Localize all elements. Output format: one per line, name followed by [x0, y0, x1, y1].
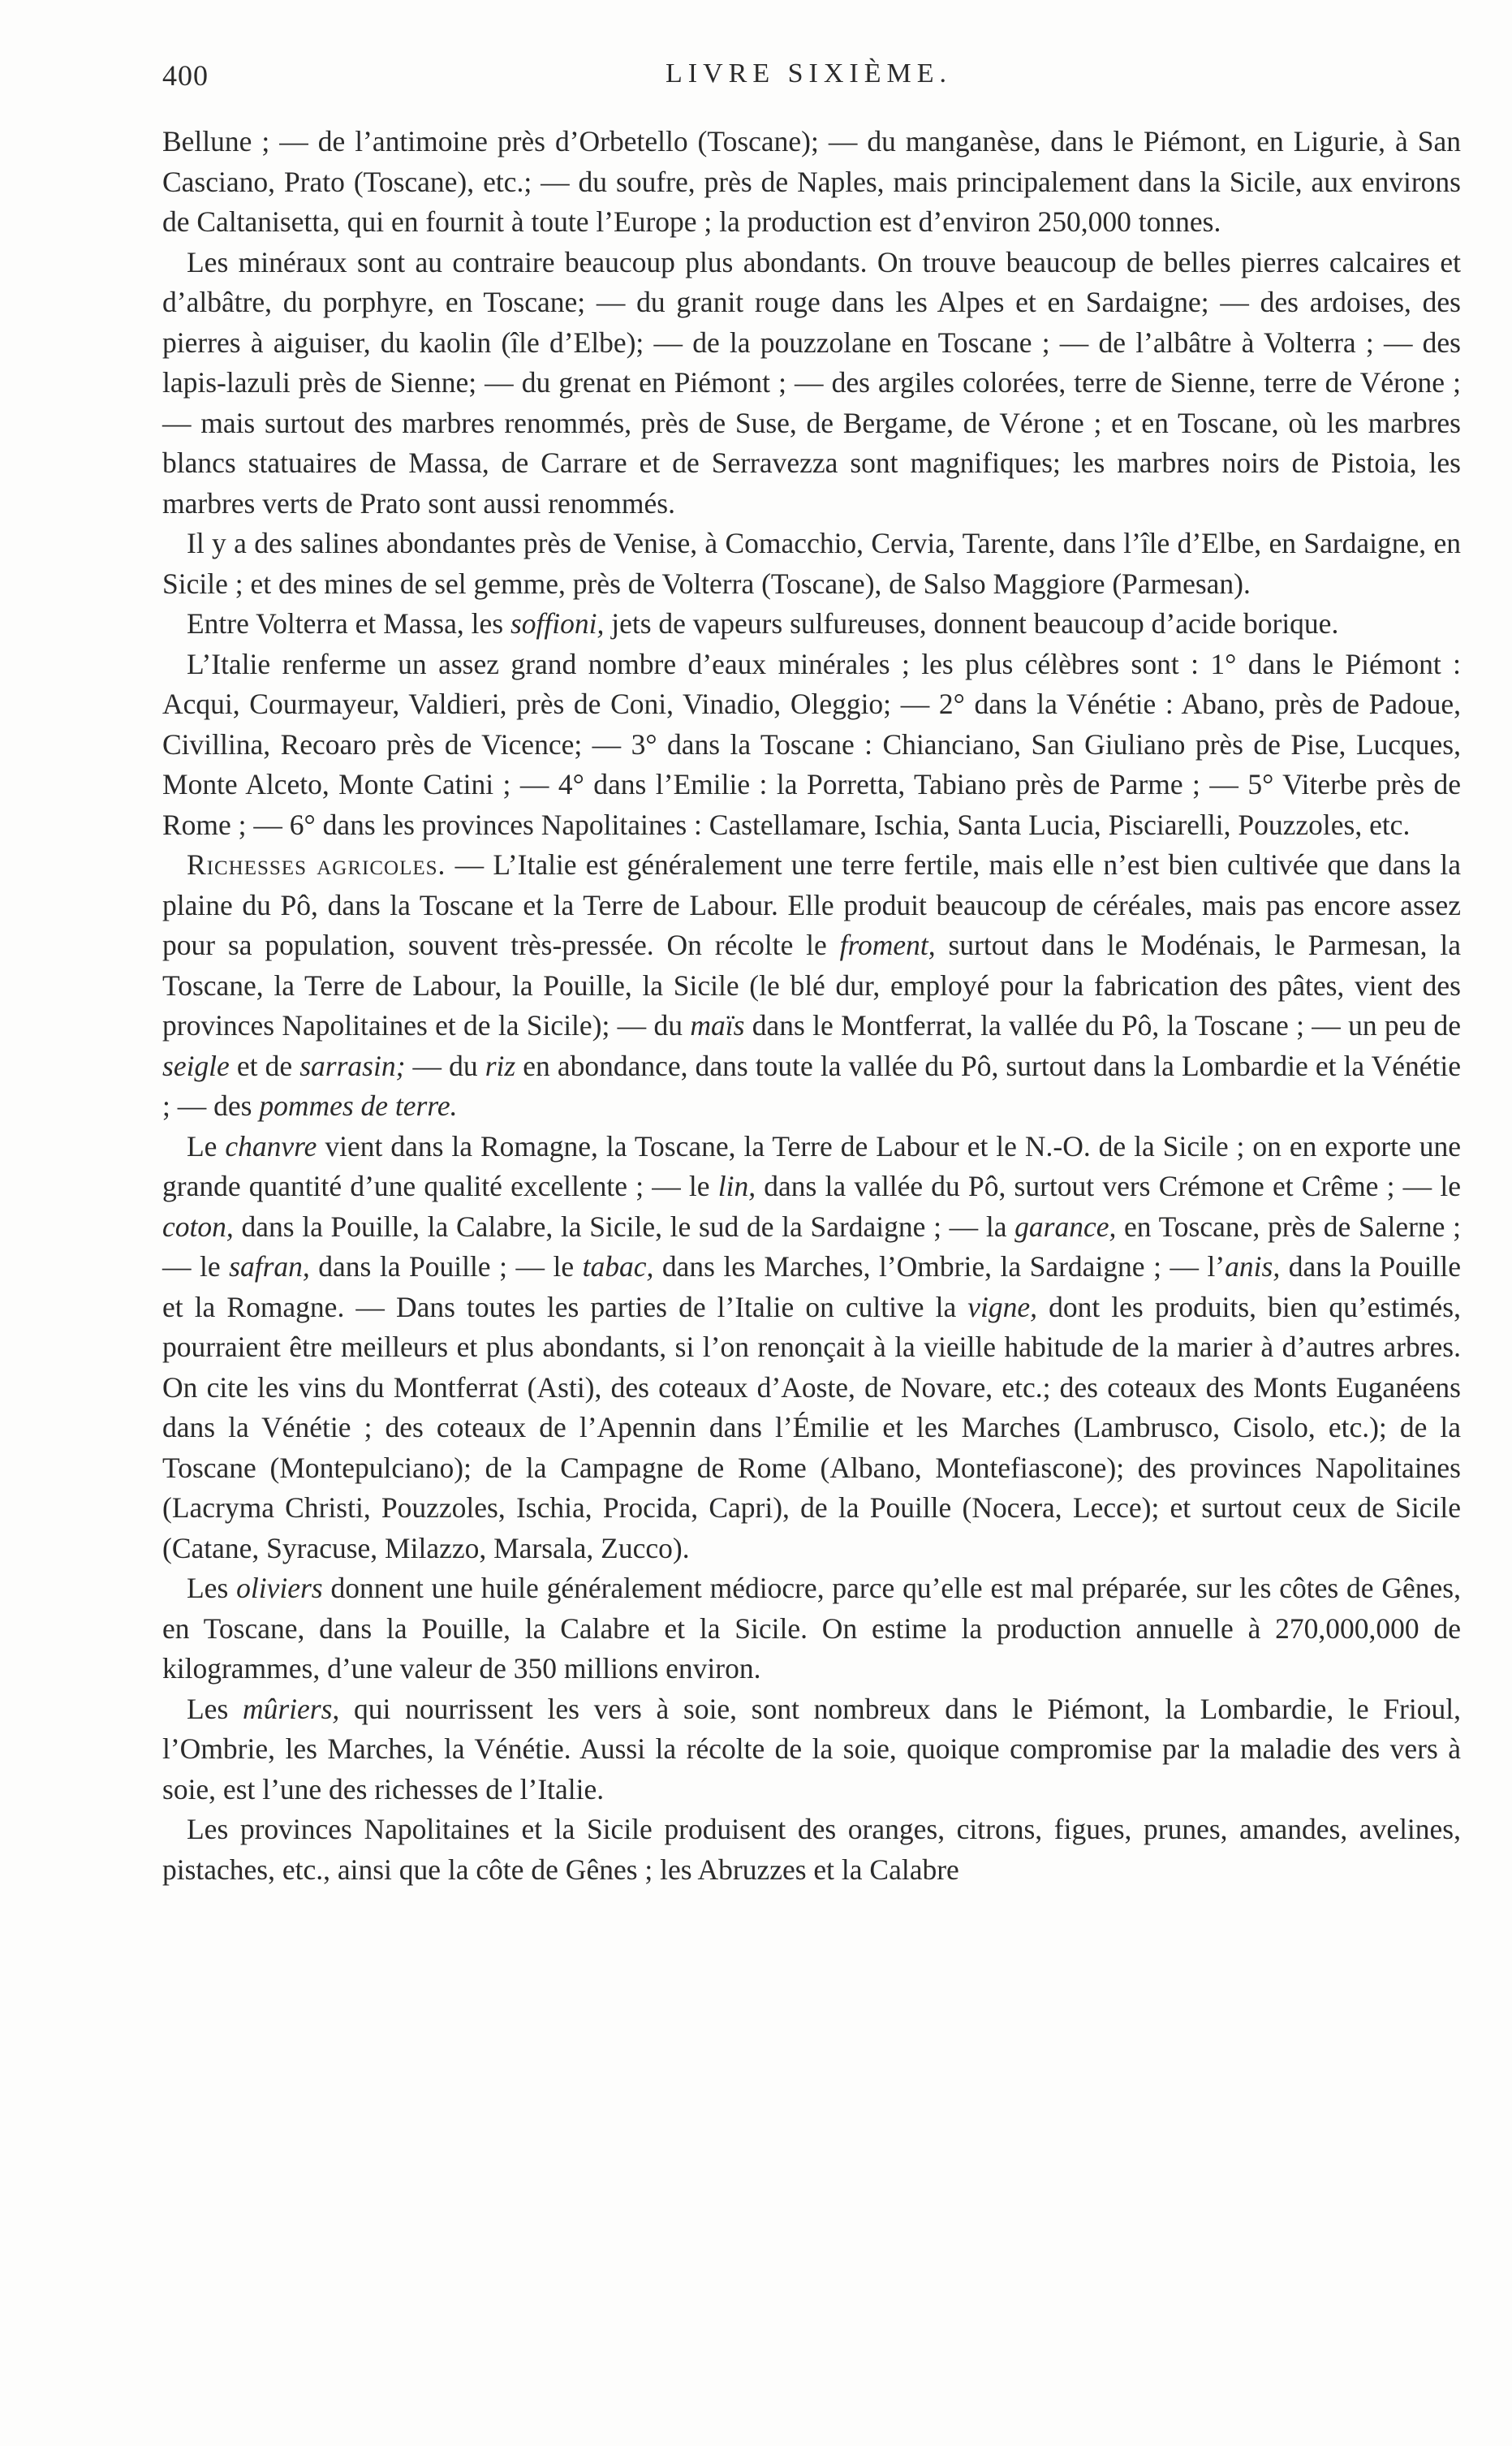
text-segment: Les [187, 1692, 243, 1725]
text-segment: froment, [839, 929, 936, 961]
paragraph-p8 [162, 1568, 1461, 1689]
text-segment: qui nourrissent les vers à soie, sont nombreux dans le Piémont, la Lombardie, le Frioul, l’Ombrie, les Marches, la Vénétie. Aussi la récolte de la soie, quoique compromise par la maladie des vers à soie, est l’une des richesses de l’Italie. [162, 1692, 1461, 1805]
paragraph-p2 [162, 243, 1461, 524]
text-segment: vigne, [967, 1290, 1038, 1323]
text-segment: tabac, [582, 1250, 654, 1283]
text-segment: dans la Pouille, la Calabre, la Sicile, le sud de la Sardaigne ; — la [233, 1210, 1015, 1243]
text-segment: mûriers, [242, 1692, 340, 1725]
text-segment: donnent une huile généralement médiocre, parce qu’elle est mal préparée, sur les côtes de Gênes, en Toscane, dans la Pouille, la Calabre et la Sicile. On estime la production annuelle à 270,000,000 de kilogrammes, d’une valeur de 350 millions environ. [162, 1572, 1461, 1685]
text-segment: surtout dans le Modénais, le Parmesan, la Toscane, la Terre de Labour, la Pouille, la Sicile (le blé dur, employé pour la fabrication des pâtes, vient des provinces Napolitaines et de la Sicile); — du [162, 929, 1461, 1042]
text-segment: safran, [229, 1250, 310, 1283]
text-segment: dans la vallée du Pô, surtout vers Crémone et Crême ; — le [756, 1170, 1461, 1202]
text-segment: L’Italie renferme un assez grand nombre d’eaux minérales ; les plus célèbres sont : 1° dans le Piémont : Acqui, Courmayeur, Valdieri, près de Coni, Vinadio, Oleggio; — 2° dans la Vénétie : Abano, près de Padoue, Civillina, Recoaro près de Vicence; — 3° dans la Toscane : Chianciano, San Giuliano près de Pise, Lucques, Monte Alceto, Monte Catini ; — 4° dans l’Emilie : la Porretta, Tabiano près de Parme ; — 5° Viterbe près de Rome ; — 6° dans les provinces Napolitaines : Castellamare, Ischia, Santa Lucia, Pisciarelli, Pouzzoles, etc. [162, 647, 1461, 841]
paragraph-p9 [162, 1689, 1461, 1810]
text-segment: Le [187, 1129, 226, 1163]
text-segment: Il y a des salines abondantes près de Venise, à Comacchio, Cervia, Tarente, dans l’île d’Elbe, en Sardaigne, en Sicile ; et des mines de sel gemme, près de Volterra (Toscane), de Salso Maggiore (Parmesan). [162, 527, 1461, 600]
text-segment: Les provinces Napolitaines et la Sicile produisent des oranges, citrons, figues, prunes, amandes, avelines, pistaches, etc., ainsi que la côte de Gênes ; les Abruzzes et la Calabre [162, 1813, 1461, 1886]
text-segment: seigle [162, 1049, 230, 1082]
paragraph-p10 [162, 1810, 1461, 1890]
paragraph-p7 [162, 1127, 1461, 1569]
text-segment: dans le Montferrat, la vallée du Pô, la Toscane ; — un peu de [744, 1009, 1462, 1042]
text-segment: jets de vapeurs sulfureuses, donnent beaucoup d’acide borique. [604, 607, 1339, 640]
text-segment: — du [405, 1049, 485, 1082]
text-segment: vient dans la Romagne, la Toscane, la Terre de Labour et le N.-O. de la Sicile ; on en exporte une grande quantité d’une qualité excellente ; — le [162, 1129, 1461, 1202]
text-segment: riz [485, 1049, 516, 1082]
paragraph-p3 [162, 524, 1461, 604]
text-segment: dont les produits, bien qu’estimés, pourraient être meilleurs et plus abondants, si l’on renonçait à la vieille habitude de la marier à d’autres arbres. On cite les vins du Montferrat (Asti), des coteaux d’Aoste, de Novare, etc.; des coteaux des Monts Euganéens dans la Vénétie ; des coteaux de l’Apennin dans l’Émilie et les Marches (Lambrusco, Cisolo, etc.); de la Toscane (Montepulciano); de la Campagne de Rome (Albano, Montefiascone); des provinces Napolitaines (Lacryma Christi, Pouzzoles, Ischia, Procida, Capri), de la Pouille (Nocera, Lecce); et surtout ceux de Sicile (Catane, Syracuse, Milazzo, Marsala, Zucco). [162, 1290, 1461, 1564]
text-segment: chanvre [225, 1129, 317, 1163]
text-segment: sarrasin; [299, 1049, 406, 1082]
text-segment: Bellune ; — de l’antimoine près d’Orbetello (Toscane); — du manganèse, dans le Piémont, en Ligurie, à San Casciano, Prato (Toscane), etc.; — du soufre, près de Naples, mais principalement dans la Sicile, aux environs de Caltanisetta, qui en fournit à toute l’Europe ; la production est d’environ 250,000 tonnes. [162, 125, 1461, 238]
running-head: LIVRE SIXIÈME. [666, 58, 952, 88]
text-segment: coton, [162, 1210, 234, 1243]
text-segment: soffioni, [510, 607, 605, 640]
paragraph-p4 [162, 604, 1461, 645]
text-segment: en abondance, dans toute la vallée du Pô, surtout dans la Lombardie et la Vénétie ; — des [162, 1049, 1461, 1122]
text-segment: Entre Volterra et Massa, les [187, 607, 510, 640]
text-segment: anis, [1225, 1250, 1281, 1283]
paragraph-p5 [162, 645, 1461, 846]
body-text [162, 122, 1461, 1890]
text-segment: lin, [717, 1170, 756, 1202]
text-segment: dans la Pouille et la Romagne. — Dans toutes les parties de l’Italie on cultive la [162, 1250, 1462, 1323]
paragraph-p6 [162, 845, 1461, 1127]
page-header [162, 58, 1461, 107]
text-segment: garance, [1014, 1210, 1117, 1243]
text-segment: pommes de terre. [259, 1089, 458, 1122]
text-segment: en Toscane, près de Salerne ; — le [162, 1210, 1461, 1283]
text-segment: dans la Pouille ; — le [309, 1250, 583, 1283]
text-segment: dans les Marches, l’Ombrie, la Sardaigne ; — l’ [653, 1250, 1226, 1283]
text-segment: et de [229, 1049, 300, 1082]
page-number: 400 [162, 59, 209, 92]
text-segment: — L’Italie est généralement une terre fertile, mais elle n’est bien cultivée que dans la plaine du Pô, dans la Toscane et la Terre de Labour. Elle produit beaucoup de céréales, mais pas encore assez pour sa population, souvent très-pressée. On récolte le [162, 848, 1461, 961]
text-segment: Les minéraux sont au contraire beaucoup plus abondants. On trouve beaucoup de belles pierres calcaires et d’albâtre, du porphyre, en Toscane; — du granit rouge dans les Alpes et en Sardaigne; — des ardoises, des pierres à aiguiser, du kaolin (île d’Elbe); — de la pouzzolane en Toscane ; — de l’albâtre à Volterra ; — des lapis-lazuli près de Sienne; — du grenat en Piémont ; — des argiles colorées, terre de Sienne, terre de Vérone ; — mais surtout des marbres renommés, près de Suse, de Bergame, de Vérone ; et en Toscane, où les marbres blancs statuaires de Massa, de Carrare et de Serravezza sont magnifiques; les marbres noirs de Pistoia, les marbres verts de Prato sont aussi renommés. [162, 245, 1461, 520]
paragraph-p1 [162, 122, 1461, 243]
text-segment: Les [187, 1572, 237, 1604]
text-segment: maïs [690, 1009, 745, 1042]
text-segment: oliviers [236, 1572, 323, 1604]
text-segment: Richesses agricoles. [187, 848, 446, 881]
